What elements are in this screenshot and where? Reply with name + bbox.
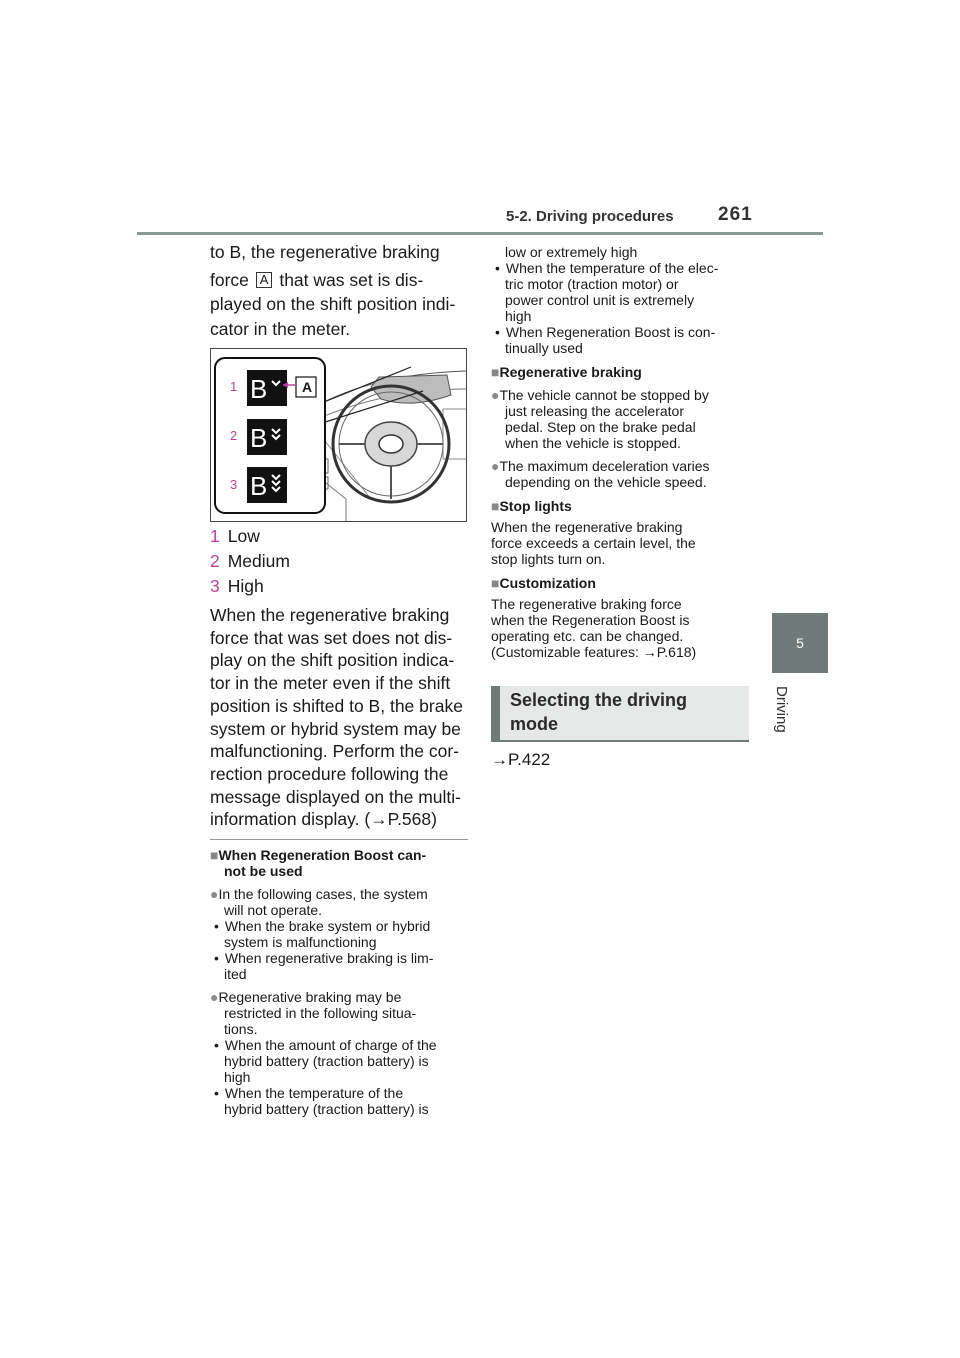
list-item: 3 High [210, 576, 264, 596]
section-title: 5-2. Driving procedures [506, 208, 674, 225]
note-heading: ■Regenerative braking [491, 364, 642, 380]
sub-item: • When the temperature of the [214, 1085, 404, 1101]
note-heading: not be used [224, 863, 303, 879]
chapter-tab [772, 613, 828, 673]
notes-left: ■When Regeneration Boost can- not be used ●In the following cases, the system will not operate. • When the brake system or hybrid system is malfunctioning • When regenerative braking is lim- ited ●Regenerative braking may be restricted in the following situa- tions. • When the amount of charge of the hybrid battery (traction battery) is high • When the temperature of the hybrid battery (traction battery) is [210, 847, 470, 1117]
list-item: 2 Medium [210, 551, 290, 571]
note-heading: ■When Regeneration Boost can- [210, 847, 427, 863]
list-item: 1 Low [210, 526, 260, 546]
divider [210, 839, 468, 840]
level-list [210, 524, 470, 599]
sub-item: • When Regeneration Boost is con- [495, 324, 716, 340]
svg-text:B: B [250, 471, 268, 501]
notes-right: low or extremely high • When the temperature of the elec- tric motor (traction motor) or power control unit is extremely high • When Regeneration Boost is con- tinually used ■Regenerative braking ●The vehicle cannot be stopped by just releasing the accelerator pedal. Step on the brake pedal when the vehicle is stopped. ●The maximum deceleration varies depending on the vehicle speed. ■Stop lights When the regenerative braking force exceeds a certain level, the stop lights turn on. ■Customization The regenerative braking force when the Regeneration Boost is operating etc. can be changed. (Customizable features: →P.618) [491, 244, 753, 660]
svg-text:B: B [250, 423, 268, 453]
intro-paragraph [210, 240, 470, 341]
bullet: ●The maximum deceleration varies [491, 458, 710, 474]
sub-item: • When the brake system or hybrid [214, 918, 431, 934]
sub-item: • When regenerative braking is lim- [214, 950, 434, 966]
intro-line: to B, the regenerative braking [210, 242, 440, 262]
page-number: 261 [718, 204, 753, 225]
figure-callout-a: A [302, 379, 313, 395]
intro-line: cator in the meter. [210, 318, 351, 339]
bullet: ●Regenerative braking may be [210, 989, 402, 1005]
bullet: ●In the following cases, the system [210, 886, 428, 902]
figure-label-2: 2 [230, 428, 238, 443]
bullet: ●The vehicle cannot be stopped by [491, 387, 709, 403]
header-rule [137, 232, 823, 235]
section-heading: Selecting the driving mode [491, 686, 749, 742]
chapter-label: Driving [773, 686, 790, 733]
intro-line [210, 268, 470, 293]
note-heading: ■Stop lights [491, 498, 572, 514]
callout-tag: A [256, 272, 273, 288]
intro-text: force [210, 269, 249, 290]
page-reference-link[interactable]: →P.422 [491, 750, 551, 769]
warning-paragraph: When the regenerative braking force that was set does not dis- play on the shift position indica- tor in the meter even if the shift position is shifted to B, the brake system or hybrid system may be malfunctioning. Perform the cor- rection procedure following the message displayed on the multi- information display. (→P.568) [210, 605, 463, 830]
shift-indicator-figure [210, 348, 467, 522]
chapter-number: 5 [796, 635, 804, 651]
note-heading: ■Customization [491, 575, 596, 591]
figure-label-3: 3 [230, 477, 238, 492]
sub-item: • When the amount of charge of the [214, 1037, 437, 1053]
sub-item: • When the temperature of the elec- [495, 260, 719, 276]
svg-text:B: B [250, 374, 268, 404]
intro-line: played on the shift position indi- [210, 294, 456, 314]
figure-label-1: 1 [230, 379, 238, 394]
figure-illustration [211, 349, 467, 522]
intro-text: that was set is dis- [279, 269, 424, 290]
